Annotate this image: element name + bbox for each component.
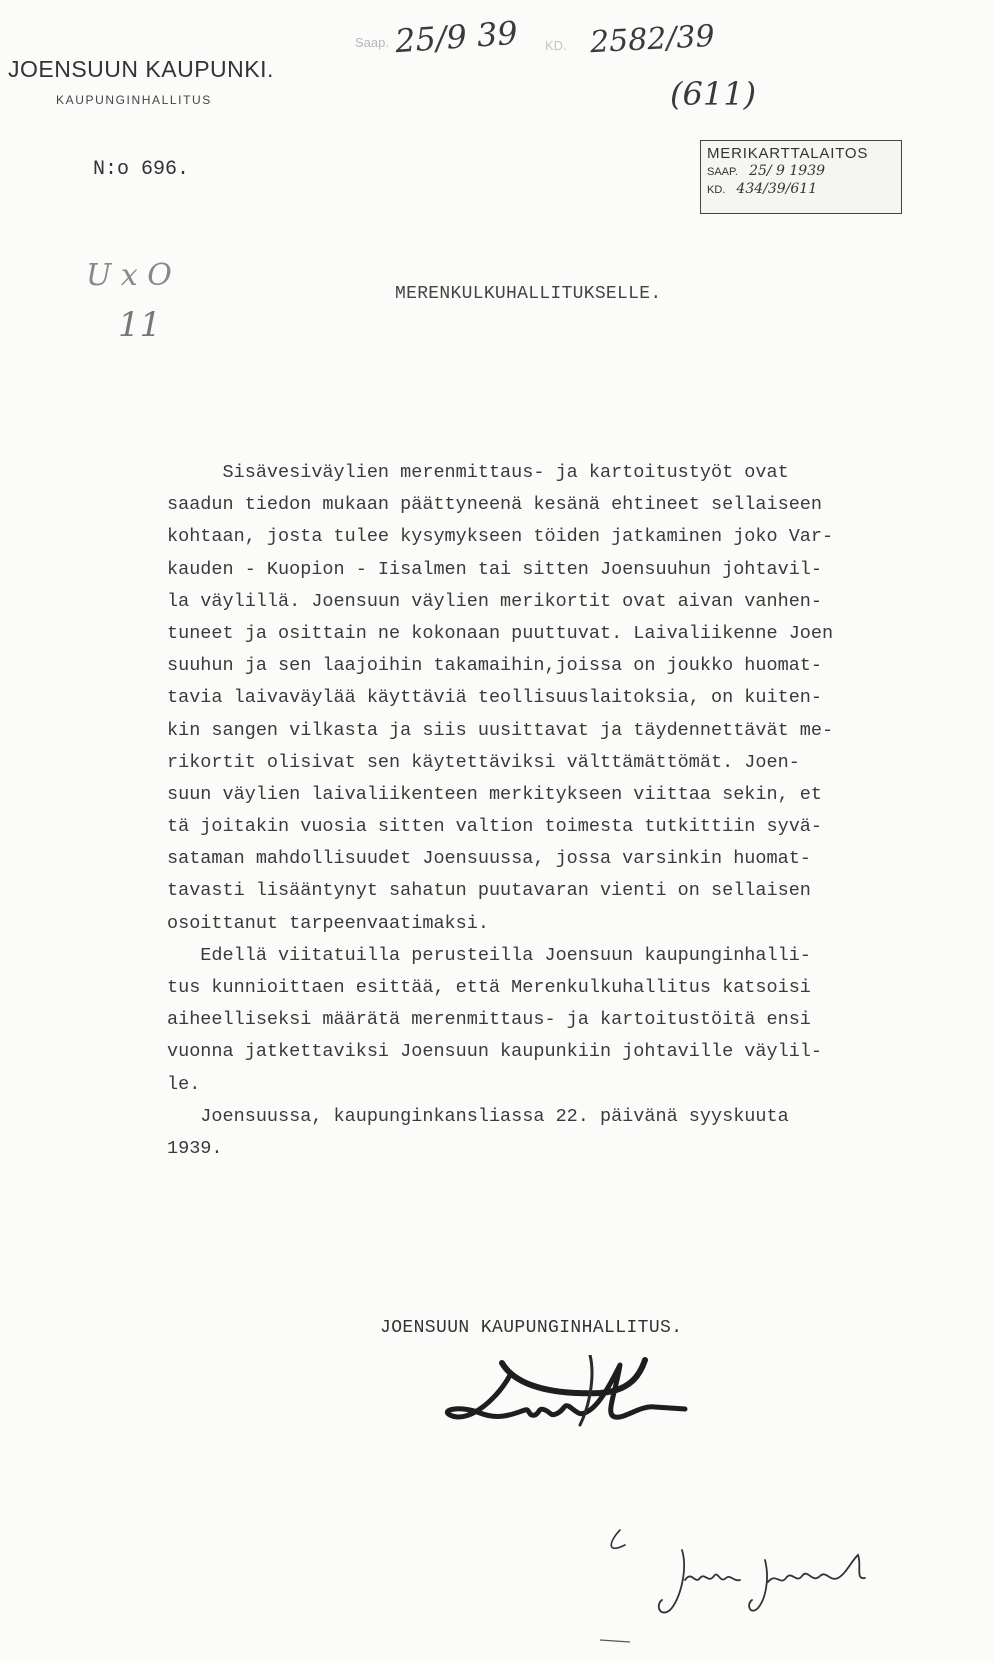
stamp-kd-row bbox=[701, 180, 901, 198]
stamp-saap-row bbox=[701, 162, 901, 180]
body-line: Joensuussa, kaupunginkansliassa 22. päivänä syyskuuta bbox=[167, 1105, 789, 1127]
margin-note-1: U x O bbox=[86, 258, 172, 293]
body-line: kohtaan, josta tulee kysymykseen töiden jatkaminen joko Var- bbox=[167, 526, 834, 548]
letterhead-city: JOENSUUN KAUPUNKI. bbox=[8, 56, 274, 82]
receipt-stamp bbox=[700, 140, 902, 214]
body-line: suuhun ja sen laajoihin takamaihin,joissa on joukko huomat- bbox=[167, 655, 823, 677]
reference-number: N:o 696. bbox=[93, 158, 190, 181]
signature-image-2 bbox=[600, 1500, 900, 1650]
stamp-title: MERIKARTTALAITOS bbox=[707, 145, 869, 162]
body-line: tavasti lisääntynyt sahatun puutavaran vienti on sellaisen bbox=[167, 880, 811, 902]
body-line: tuneet ja osittain ne kokonaan puuttuvat. Laivaliikenne Joen bbox=[167, 622, 834, 644]
kd-label-faint: KD. bbox=[545, 38, 567, 53]
letter-body bbox=[167, 457, 937, 1165]
letterhead-board: KAUPUNGINHALLITUS bbox=[56, 93, 212, 107]
body-line: kauden - Kuopion - Iisalmen tai sitten Joensuuhun johtavil- bbox=[167, 558, 823, 580]
body-line: saadun tiedon mukaan päättyneenä kesänä ehtineet sellaiseen bbox=[167, 494, 823, 516]
handwritten-date: 25/9 39 bbox=[393, 13, 519, 61]
body-line: osoittanut tarpeenvaatimaksi. bbox=[167, 912, 489, 934]
letterhead bbox=[8, 56, 274, 107]
signature-image-1 bbox=[440, 1355, 700, 1465]
body-line: le. bbox=[167, 1073, 201, 1095]
body-line: tavia laivaväylää käyttäviä teollisuuslaitoksia, on kuiten- bbox=[167, 687, 823, 709]
body-line: tä joitakin vuosia sitten valtion toimesta tutkittiin syvä- bbox=[167, 816, 823, 838]
body-line: vuonna jatkettaviksi Joensuun kaupunkiin johtaville väylil- bbox=[167, 1041, 823, 1063]
handwritten-subnumber: (611) bbox=[670, 75, 757, 113]
body-line: suun väylien laivaliikenteen merkitykseen viittaa sekin, et bbox=[167, 783, 823, 805]
body-line: Sisävesiväylien merenmittaus- ja kartoitustyöt ovat bbox=[167, 462, 789, 483]
received-label-faint: Saap. bbox=[355, 35, 389, 50]
body-line: tus kunnioittaen esittää, että Merenkulkuhallitus katsoisi bbox=[167, 977, 811, 998]
body-line: la väylillä. Joensuun väylien merikortit ovat aivan vanhen- bbox=[167, 590, 823, 612]
stamp-kd-label: KD. bbox=[707, 184, 726, 196]
body-line: sataman mahdollisuudet Joensuussa, jossa varsinkin huomat- bbox=[167, 848, 811, 870]
handwritten-number: 2582/39 bbox=[589, 18, 716, 61]
body-line: rikortit olisivat sen käytettäviksi välttämättömät. Joen- bbox=[167, 751, 800, 773]
body-line: 1939. bbox=[167, 1137, 223, 1159]
margin-note-2: 11 bbox=[118, 305, 162, 345]
body-line: Edellä viitatuilla perusteilla Joensuun kaupunginhalli- bbox=[167, 944, 811, 966]
stamp-saap-label: SAAP. bbox=[707, 166, 738, 178]
body-line: aiheelliseksi määrätä merenmittaus- ja kartoitustöitä ensi bbox=[167, 1009, 811, 1031]
closing-signature-line: JOENSUUN KAUPUNGINHALLITUS. bbox=[380, 1318, 683, 1338]
stamp-saap-value: 25/ 9 1939 bbox=[749, 163, 826, 179]
stamp-kd-value: 434/39/611 bbox=[736, 181, 818, 197]
body-line: kin sangen vilkasta ja siis uusittavat ja täydennettävät me- bbox=[167, 719, 834, 741]
addressee: MERENKULKUHALLITUKSELLE. bbox=[395, 284, 662, 304]
